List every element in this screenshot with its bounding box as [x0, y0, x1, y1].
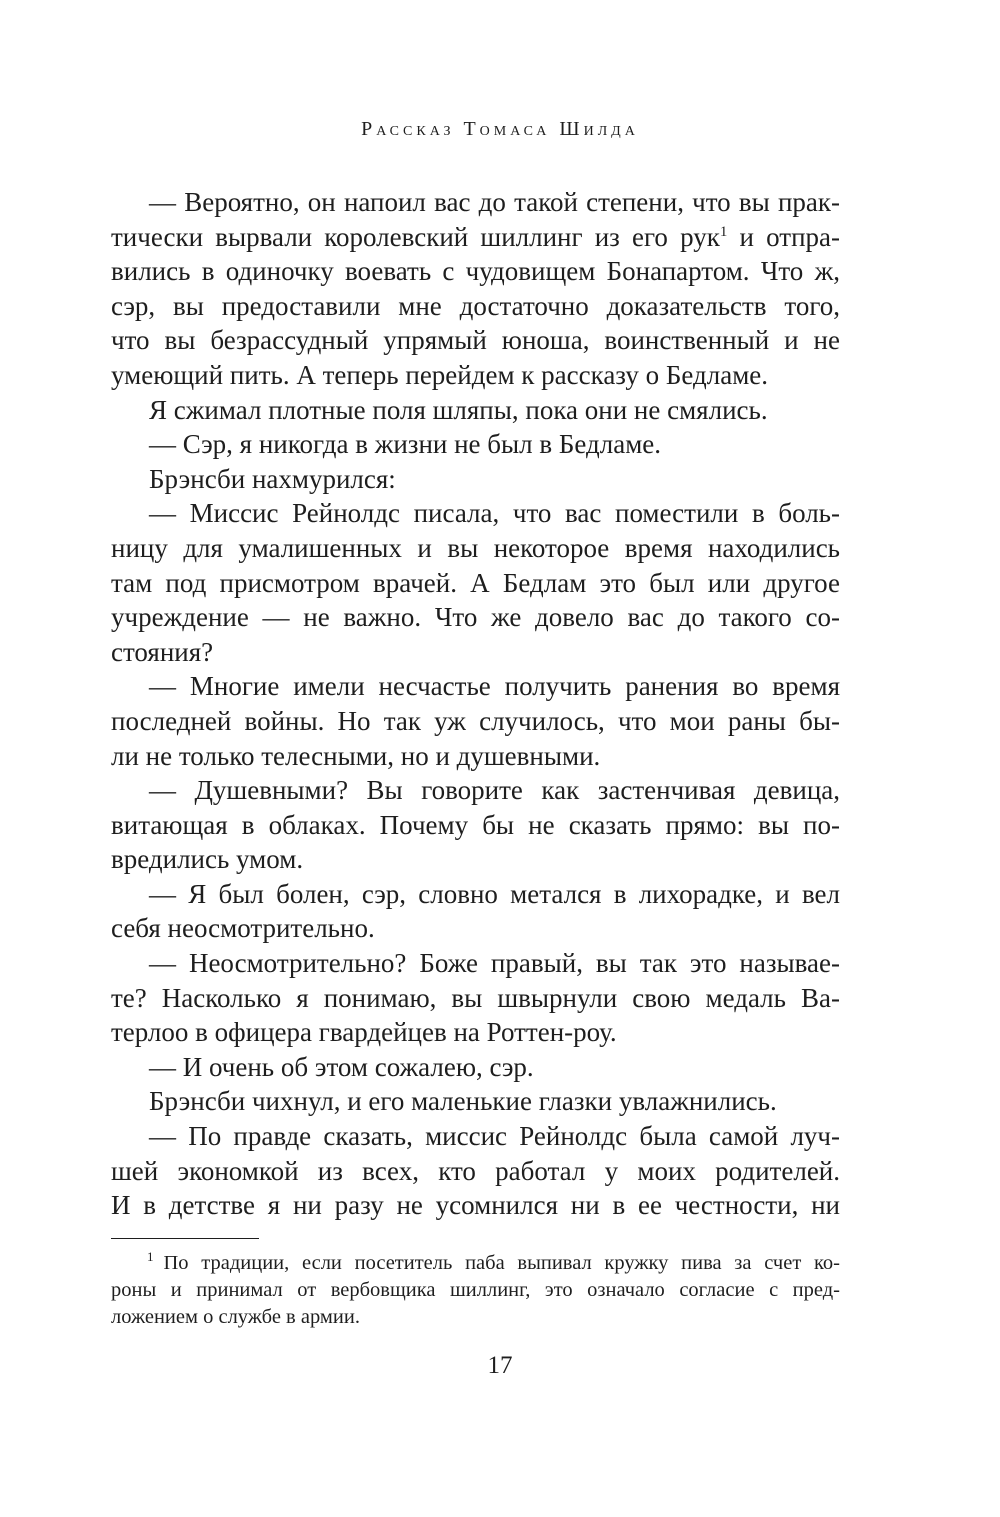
text-line: ницу для умалишенных и вы некоторое время находились: [111, 532, 840, 563]
running-head: Рассказ Томаса Шилда: [361, 118, 639, 140]
text-line: терлоо в офицера гвардейцев на Роттен-роу.: [111, 1017, 617, 1048]
text-line: И в детстве я ни разу не усомнился ни в ее честности, ни: [111, 1190, 840, 1221]
text-line: — Душевными? Вы говорите как застенчивая девица,: [149, 775, 840, 806]
footnote: [111, 1250, 840, 1331]
text-line: витающая в облаках. Почему бы не сказать прямо: вы по-: [111, 809, 840, 840]
text-line-segment: тически вырвали королевский шиллинг из его рук: [111, 221, 720, 252]
text-line: вредились умом.: [111, 844, 304, 875]
text-line: — Я был болен, сэр, словно метался в лихорадке, и вел: [149, 878, 840, 909]
text-line: — И очень об этом сожалею, сэр.: [149, 1051, 534, 1082]
footnote-line: ложением о службе в армии.: [111, 1306, 360, 1328]
text-line: там под присмотром врачей. А Бедлам это был или другое: [111, 567, 840, 598]
text-line: — По правде сказать, миссис Рейнолдс была самой луч-: [149, 1121, 840, 1152]
text-line: вились в одиночку воевать с чудовищем Бонапартом. Что ж,: [111, 256, 840, 287]
text-line: Брэнсби нахмурился:: [149, 463, 396, 494]
text-line: Брэнсби чихнул, и его маленькие глазки увлажнились.: [149, 1086, 777, 1117]
text-line: учреждение — не важно. Что же довело вас до такого со-: [111, 602, 840, 633]
text-line: — Неосмотрительно? Боже правый, вы так это называе-: [149, 948, 840, 979]
text-line: шей экономкой из всех, кто работал у моих родителей.: [111, 1155, 840, 1186]
text-line: последней войны. Но так уж случилось, что мои раны бы-: [111, 705, 840, 736]
footnote-reference: 1: [719, 223, 728, 240]
footnote-divider: [111, 1238, 259, 1239]
body-text: [111, 185, 840, 1223]
text-line: — Миссис Рейнолдс писала, что вас поместили в боль-: [149, 498, 840, 529]
footnote-number: 1: [147, 1249, 154, 1265]
text-line: себя неосмотрительно.: [111, 913, 375, 944]
footnote-text: По традиции, если посетитель паба выпивал кружку пива за счет ко-: [163, 1252, 840, 1274]
text-line: Я сжимал плотные поля шляпы, пока они не смялись.: [149, 394, 768, 425]
footnote-line: [111, 1250, 840, 1277]
text-line: те? Насколько я понимаю, вы швырнули свою медаль Ва-: [111, 982, 840, 1013]
text-line: ли не только телесными, но и душевными.: [111, 740, 601, 771]
text-line: сэр, вы предоставили мне достаточно доказательств того,: [111, 290, 840, 321]
text-line: стояния?: [111, 636, 214, 667]
text-line: что вы безрассудный упрямый юноша, воинственный и не: [111, 325, 840, 356]
text-line: — Многие имели несчастье получить ранения во время: [149, 671, 840, 702]
footnote-line: роны и принимал от вербовщика шиллинг, это означало согласие с пред-: [111, 1279, 840, 1301]
text-line-segment: и отпра-: [739, 221, 841, 252]
text-line: умеющий пить. А теперь перейдем к рассказу о Бедламе.: [111, 359, 769, 390]
page-number: 17: [487, 1352, 513, 1379]
text-line: — Сэр, я никогда в жизни не был в Бедламе.: [149, 429, 662, 460]
text-line: — Вероятно, он напоил вас до такой степени, что вы прак-: [149, 187, 840, 217]
text-line-with-footnote: [111, 220, 840, 255]
